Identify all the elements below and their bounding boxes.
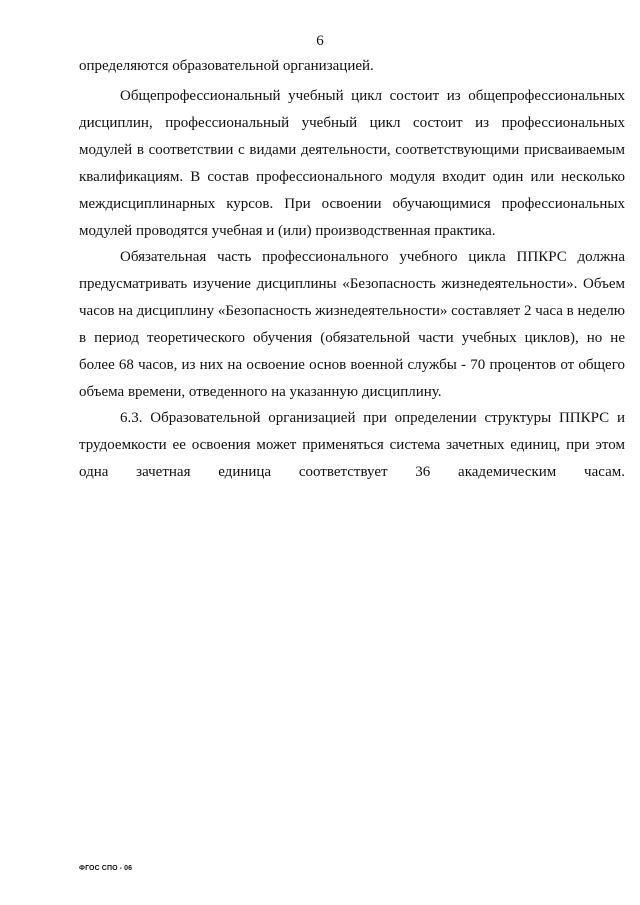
text-line: дисциплин, профессиональный учебный цикл состоит из профессиональных xyxy=(79,115,625,131)
text-line: междисциплинарных курсов. При освоении обучающимися профессиональных xyxy=(79,196,625,212)
text-line: объема времени, отведенного на указанную дисциплину. xyxy=(79,384,442,400)
text-line: трудоемкости ее освоения может применяться система зачетных единиц, при этом xyxy=(79,437,625,453)
text-line: модулей в соответствии с видами деятельности, соответствующими присваиваемым xyxy=(79,142,625,158)
text-line: Обязательная часть профессионального учебного цикла ППКРС должна xyxy=(120,249,625,265)
text-line: часов на дисциплину «Безопасность жизнедеятельности» составляет 2 часа в неделю xyxy=(79,303,625,319)
text-line: квалификациям. В состав профессионального модуля входит один или несколько xyxy=(79,169,625,185)
document-footer: ФГОС СПО - 06 xyxy=(79,865,133,872)
text-line: Общепрофессиональный учебный цикл состоит из общепрофессиональных xyxy=(120,88,625,104)
text-line: предусматривать изучение дисциплины «Безопасность жизнедеятельности». Объем xyxy=(79,276,625,292)
text-line: модулей проводятся учебная и (или) производственная практика. xyxy=(79,223,496,239)
text-line: одна зачетная единица соответствует 36 академическим часам. xyxy=(79,464,625,480)
text-line: в период теоретического обучения (обязательной части учебных циклов), но не xyxy=(79,330,625,346)
page-number: 6 xyxy=(316,33,324,49)
text-line: определяются образовательной организацией. xyxy=(79,58,374,74)
text-line: 6.3. Образовательной организацией при определении структуры ППКРС и xyxy=(120,410,625,426)
text-line: более 68 часов, из них на освоение основ военной службы - 70 процентов от общего xyxy=(79,357,625,373)
